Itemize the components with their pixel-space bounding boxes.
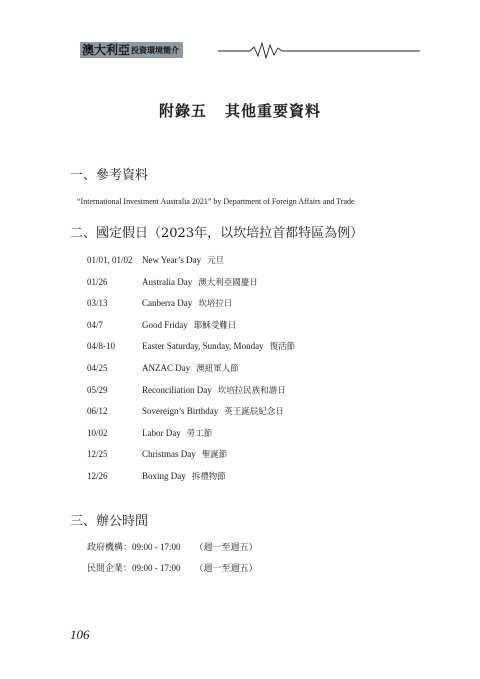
holiday-row (87, 384, 286, 396)
holiday-row (87, 427, 212, 439)
holiday-name-zh: 勞工節 (186, 428, 213, 439)
holiday-row (87, 276, 258, 288)
header-title-main: 澳大利亞 (82, 43, 131, 57)
header-wave-line-icon (218, 38, 420, 62)
office-hours-label: 政府機構： (87, 543, 133, 553)
holiday-name-en: Easter Saturday, Sunday, Monday (142, 341, 264, 352)
holiday-name-zh: 澳大利亞國慶日 (198, 277, 258, 288)
office-hours-row (87, 540, 258, 553)
holiday-name-en: New Year’s Day (142, 255, 202, 265)
appendix-title (0, 100, 480, 121)
holiday-row (87, 470, 226, 482)
reference-text: “International Investment Australia 2021” by Department of Foreign Affairs and Trade (77, 197, 355, 206)
holiday-date: 05/29 (87, 384, 108, 395)
running-header (80, 38, 420, 62)
holiday-name-en: Sovereign’s Birthday (142, 406, 219, 417)
holiday-row (87, 297, 232, 309)
holiday-row (87, 362, 239, 374)
holiday-name-en: Canberra Day (142, 298, 193, 309)
holiday-name-zh: 英王誕辰紀念日 (224, 407, 284, 418)
holiday-name-zh: 澳紐軍人節 (196, 364, 239, 374)
holiday-name-zh: 復活節 (269, 342, 296, 353)
holiday-name-en: Reconciliation Day (142, 384, 212, 395)
holiday-name-en: Good Friday (142, 319, 188, 330)
holiday-date: 01/01, 01/02 (87, 255, 133, 265)
holiday-name-zh: 坎培拉日 (198, 299, 233, 310)
holiday-date: 04/25 (87, 363, 108, 373)
holiday-name-zh: 元旦 (207, 256, 225, 266)
appendix-name: 其他重要資料 (225, 102, 322, 120)
section-heading-office-hours: 三、辦公時間 (70, 514, 149, 529)
holiday-date: 06/12 (87, 406, 108, 417)
holiday-row (87, 254, 224, 266)
section-heading-holidays: 二、國定假日（2023年，以坎培拉首都特區為例） (70, 226, 364, 241)
holiday-date: 04/7 (87, 319, 104, 330)
holiday-date: 12/26 (87, 471, 108, 481)
section-heading-references: 一、參考資料 (70, 168, 149, 183)
office-hours-time: 09:00 - 17:00 (132, 542, 181, 552)
holiday-name-en: Christmas Day (142, 449, 196, 460)
header-title-sub: 投資環境簡介 (131, 46, 180, 55)
office-hours-days: （週一至週五） (194, 564, 258, 574)
holiday-row (87, 340, 295, 352)
holiday-name-zh: 聖誕節 (201, 450, 228, 461)
holiday-date: 04/8-10 (87, 341, 115, 352)
holiday-name-zh: 耶穌受難日 (193, 320, 237, 331)
holiday-name-en: Boxing Day (142, 471, 186, 481)
holiday-row (87, 448, 227, 460)
page-number: 106 (70, 627, 90, 642)
office-hours-days: （週一至週五） (194, 543, 258, 553)
office-hours-time: 09:00 - 17:00 (132, 563, 181, 573)
holiday-name-zh: 拆禮物節 (191, 472, 226, 482)
holiday-row (87, 319, 236, 331)
header-tag (80, 42, 183, 58)
office-hours-label: 民間企業： (87, 564, 133, 574)
holiday-name-en: ANZAC Day (142, 363, 191, 373)
holiday-date: 10/02 (87, 427, 108, 438)
office-hours-row (87, 561, 258, 574)
appendix-label: 附錄五 (158, 102, 207, 120)
holiday-date: 12/25 (87, 449, 108, 460)
holiday-name-zh: 坎培拉民族和諧日 (217, 385, 286, 396)
holiday-date: 01/26 (87, 276, 108, 287)
holiday-date: 03/13 (87, 298, 108, 309)
holiday-name-en: Australia Day (142, 276, 193, 287)
holiday-name-en: Labor Day (142, 427, 181, 438)
holiday-row (87, 405, 284, 417)
